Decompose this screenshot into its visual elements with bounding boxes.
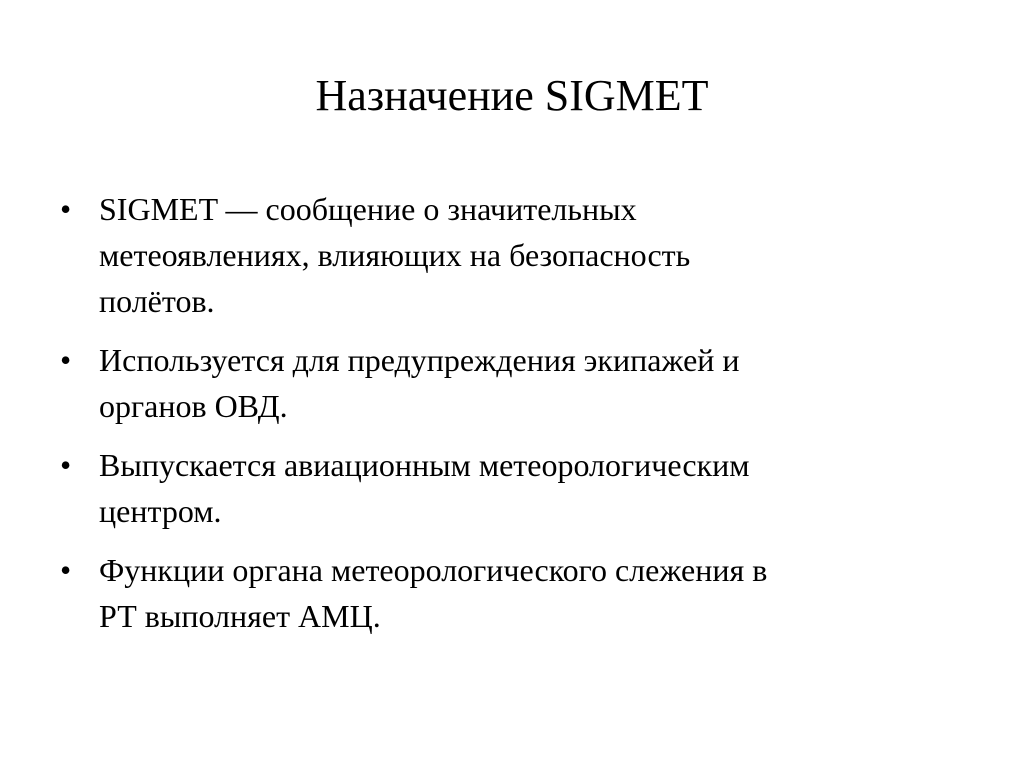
bullet-icon: • bbox=[60, 552, 72, 588]
bullet-icon: • bbox=[60, 342, 72, 378]
bullet-text-line: метеоявлениях, влияющих на безопасность bbox=[99, 237, 691, 273]
bullet-item bbox=[60, 547, 960, 639]
bullet-text-line: Выпускается авиационным метеорологическим bbox=[99, 447, 750, 483]
slide-title: Назначение SIGMET bbox=[315, 71, 709, 120]
bullet-item bbox=[60, 442, 960, 534]
bullet-list bbox=[60, 186, 960, 652]
bullet-icon: • bbox=[60, 447, 72, 483]
bullet-icon: • bbox=[60, 191, 72, 227]
bullet-text-line: центром. bbox=[99, 493, 222, 529]
bullet-text-line: SIGMET — сообщение о значительных bbox=[99, 191, 637, 227]
bullet-text-line: Используется для предупреждения экипажей и bbox=[99, 342, 740, 378]
bullet-text-line: полётов. bbox=[99, 283, 215, 319]
bullet-text-line: РТ выполняет АМЦ. bbox=[99, 598, 381, 634]
bullet-item bbox=[60, 337, 960, 429]
bullet-text-line: органов ОВД. bbox=[99, 388, 288, 424]
bullet-text-line: Функции органа метеорологического слежения в bbox=[99, 552, 768, 588]
bullet-item bbox=[60, 186, 960, 324]
